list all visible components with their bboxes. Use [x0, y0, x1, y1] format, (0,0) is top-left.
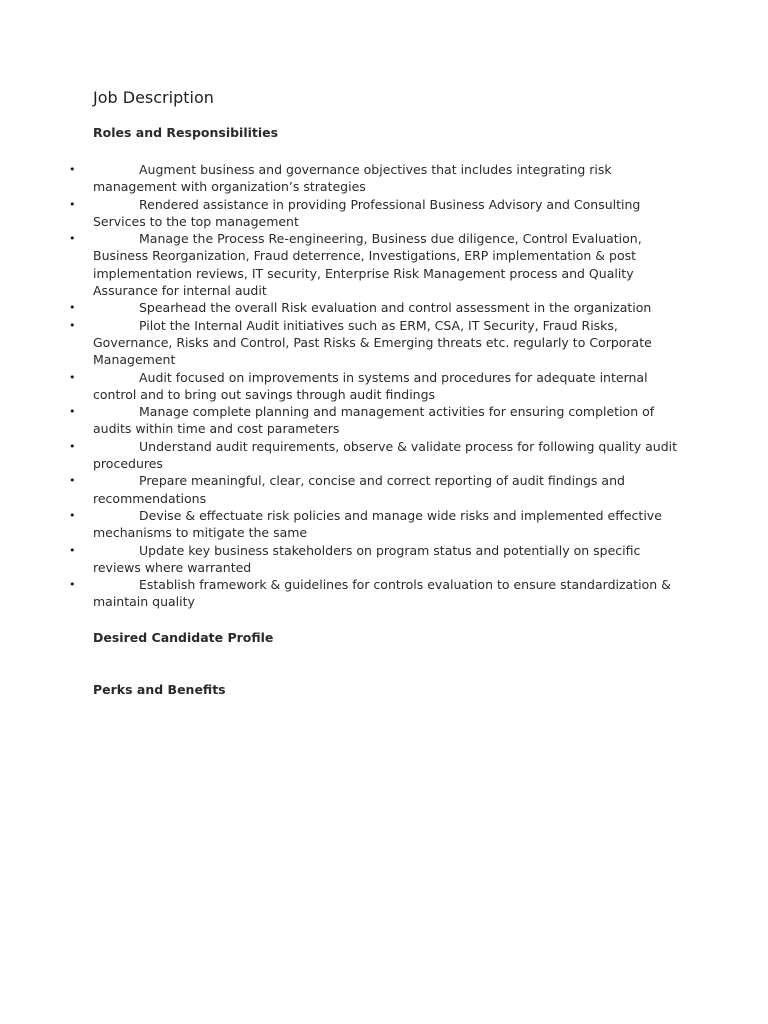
bullet-icon: • — [69, 405, 76, 419]
bullet-icon: • — [69, 163, 76, 176]
bullet-icon: • — [69, 439, 76, 453]
perks-heading: Perks and Benefits — [93, 682, 226, 697]
responsibility-text: Audit focused on improvements in systems and procedures for adequate internal control and to bring out savings through audit findings — [93, 369, 648, 402]
bullet-icon: • — [69, 370, 76, 384]
bullet-icon: • — [69, 543, 76, 557]
responsibility-text: Spearhead the overall Risk evaluation and control assessment in the organization — [139, 300, 652, 316]
bullet-icon: • — [69, 508, 76, 522]
roles-heading: Roles and Responsibilities — [93, 125, 279, 140]
page-title: Job Description — [93, 88, 214, 107]
responsibility-text: Manage complete planning and management activities for ensuring completion of audits within time and cost parameters — [93, 404, 655, 437]
bullet-icon: • — [69, 301, 76, 315]
responsibility-item — [0, 230, 768, 299]
responsibility-text: Prepare meaningful, clear, concise and correct reporting of audit findings and recommendations — [93, 473, 625, 506]
responsibilities-list — [0, 161, 768, 611]
responsibility-text: Augment business and governance objectives that includes integrating risk management with organization’s strategies — [93, 162, 612, 195]
responsibility-item — [0, 403, 768, 438]
responsibility-item — [0, 576, 768, 611]
responsibility-item — [0, 161, 768, 196]
responsibility-text: Establish framework & guidelines for controls evaluation to ensure standardization & maintain quality — [93, 577, 671, 610]
responsibility-item — [0, 317, 768, 369]
responsibility-text: Update key business stakeholders on program status and potentially on specific reviews where warranted — [93, 542, 641, 575]
responsibility-text: Devise & effectuate risk policies and manage wide risks and implemented effective mechanisms to mitigate the same — [93, 507, 662, 541]
responsibility-item — [0, 507, 768, 542]
responsibility-text: Manage the Process Re-engineering, Business due diligence, Control Evaluation, Business Reorganization, Fraud deterrence, Investigations, ERP implementation & post implementation reviews, IT security, Enterprise Risk Management process and Quality Assurance for internal audit — [93, 231, 642, 299]
responsibility-item — [0, 472, 768, 507]
bullet-icon: • — [69, 197, 76, 211]
responsibility-item — [0, 542, 768, 577]
desired-profile-heading: Desired Candidate Profile — [93, 630, 274, 645]
bullet-icon: • — [69, 474, 76, 488]
bullet-icon: • — [69, 232, 76, 246]
responsibility-item — [0, 369, 768, 404]
responsibility-text: Pilot the Internal Audit initiatives such as ERM, CSA, IT Security, Fraud Risks, Governance, Risks and Control, Past Risks & Emerging threats etc. regularly to Corporate Management — [93, 317, 652, 368]
responsibility-item — [0, 196, 768, 231]
responsibility-item — [0, 299, 768, 316]
responsibility-text: Rendered assistance in providing Professional Business Advisory and Consulting Services to the top management — [93, 196, 641, 229]
bullet-icon: • — [69, 318, 76, 332]
responsibility-text: Understand audit requirements, observe & validate process for following quality audit procedures — [93, 438, 678, 472]
bullet-icon: • — [69, 578, 76, 592]
responsibility-item — [0, 438, 768, 473]
